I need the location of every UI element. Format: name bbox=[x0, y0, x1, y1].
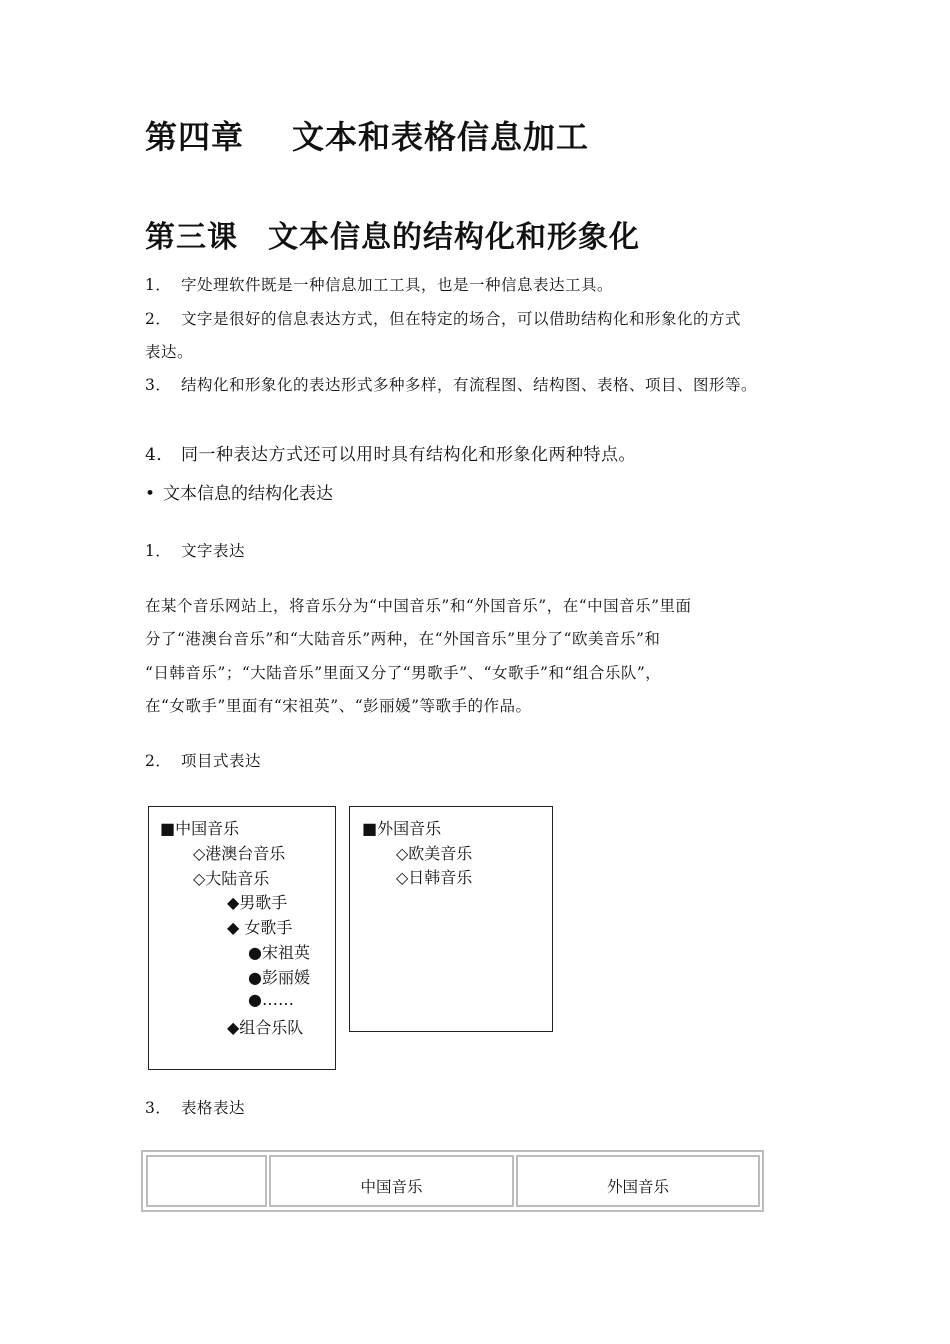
point-number: 1． bbox=[145, 276, 172, 294]
point-3 bbox=[145, 373, 757, 395]
section-title: 文字表达 bbox=[181, 542, 246, 560]
chapter-name: 文本和表格信息加工 bbox=[292, 118, 590, 156]
bullet-heading bbox=[145, 479, 333, 504]
point-text: 结构化和形象化的表达形式多种多样，有流程图、结构图、表格、项目、图形等。 bbox=[181, 376, 758, 394]
list-item: ◇港澳台音乐 bbox=[193, 844, 286, 863]
point-2-continuation: 表达。 bbox=[145, 343, 194, 361]
point-number: 3． bbox=[145, 376, 172, 394]
lesson-number: 第三课 bbox=[145, 220, 238, 255]
bullet-text: 文本信息的结构化表达 bbox=[163, 484, 333, 504]
paragraph-line-1: 在某个音乐网站上，将音乐分为“中国音乐”和“外国音乐”，在“中国音乐”里面 bbox=[145, 597, 692, 615]
lesson-name: 文本信息的结构化和形象化 bbox=[268, 220, 640, 255]
list-item: ■中国音乐 bbox=[160, 819, 240, 838]
paragraph-line-4: 在“女歌手”里面有“宋祖英”、“彭丽媛”等歌手的作品。 bbox=[145, 697, 532, 715]
point-text: 同一种表达方式还可以用时具有结构化和形象化两种特点。 bbox=[181, 445, 636, 465]
point-1 bbox=[145, 273, 613, 295]
chapter-title bbox=[145, 112, 589, 158]
list-item: ◇欧美音乐 bbox=[396, 844, 473, 863]
list-item: ●彭丽媛 bbox=[248, 968, 310, 987]
list-item: ◆男歌手 bbox=[227, 893, 288, 912]
section-title: 项目式表达 bbox=[181, 752, 262, 770]
lesson-title bbox=[145, 212, 640, 256]
foreign-music-list-box bbox=[349, 806, 553, 1032]
point-text: 文字是很好的信息表达方式，但在特定的场合，可以借助结构化和形象化的方式 bbox=[181, 310, 742, 328]
section-number: 3． bbox=[145, 1099, 172, 1117]
list-item: ◇日韩音乐 bbox=[396, 868, 473, 887]
list-item: ■外国音乐 bbox=[362, 819, 442, 838]
point-number: 4． bbox=[145, 445, 174, 465]
list-item: ●…… bbox=[248, 990, 294, 1009]
table-header-cell bbox=[146, 1155, 267, 1207]
point-number: 2． bbox=[145, 310, 172, 328]
chapter-number: 第四章 bbox=[145, 118, 245, 156]
point-text: 字处理软件既是一种信息加工工具，也是一种信息表达工具。 bbox=[181, 276, 614, 294]
paragraph-line-2: 分了“港澳台音乐”和“大陆音乐”两种，在“外国音乐”里分了“欧美音乐”和 bbox=[145, 630, 661, 648]
list-item: ◆组合乐队 bbox=[227, 1018, 304, 1037]
paragraph-line-3: “日韩音乐”；“大陆音乐”里面又分了“男歌手”、“女歌手”和“组合乐队”， bbox=[145, 664, 662, 682]
table-header-cell: 外国音乐 bbox=[516, 1155, 760, 1207]
china-music-list-box bbox=[148, 806, 336, 1070]
point-2 bbox=[145, 307, 741, 329]
list-item: ●宋祖英 bbox=[248, 943, 310, 962]
bullet-mark: • bbox=[145, 484, 156, 504]
section-number: 2． bbox=[145, 752, 172, 770]
point-4 bbox=[145, 440, 636, 465]
section-2-heading bbox=[145, 749, 261, 771]
section-1-heading bbox=[145, 539, 245, 561]
section-number: 1． bbox=[145, 542, 172, 560]
table-header-cell: 中国音乐 bbox=[269, 1155, 514, 1207]
list-item: ◆ 女歌手 bbox=[227, 918, 293, 937]
list-item: ◇大陆音乐 bbox=[193, 869, 270, 888]
section-3-heading bbox=[145, 1096, 245, 1118]
music-table bbox=[141, 1150, 764, 1212]
section-title: 表格表达 bbox=[181, 1099, 246, 1117]
